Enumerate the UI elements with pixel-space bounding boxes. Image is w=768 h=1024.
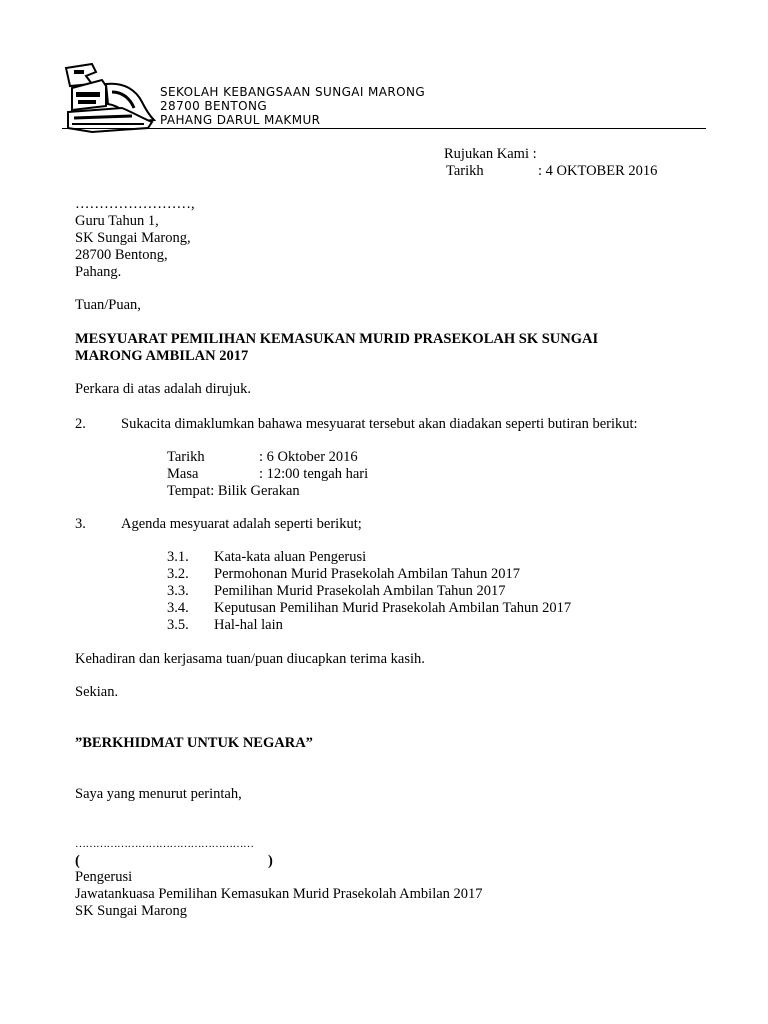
school-state: PAHANG DARUL MAKMUR bbox=[160, 113, 321, 127]
signature-committee: Jawatankuasa Pemilihan Kemasukan Murid Prasekolah Ambilan 2017 bbox=[75, 886, 483, 902]
closing-thanks: Kehadiran dan kerjasama tuan/puan diucapkan terima kasih. bbox=[75, 651, 425, 667]
agenda-item bbox=[167, 549, 366, 566]
reference-date-row bbox=[446, 163, 657, 180]
reference-label: Rujukan Kami : bbox=[444, 146, 537, 162]
recipient-line-3: 28700 Bentong, bbox=[75, 247, 168, 263]
agenda-item-text: Pemilihan Murid Prasekolah Ambilan Tahun 2017 bbox=[214, 583, 506, 599]
motto: ”BERKHIDMAT UNTUK NEGARA” bbox=[75, 735, 313, 751]
para-3-number: 3. bbox=[75, 516, 86, 532]
closing-sekian: Sekian. bbox=[75, 684, 119, 700]
agenda-item-number: 3.1. bbox=[167, 549, 189, 565]
recipient-line-4: Pahang. bbox=[75, 264, 122, 280]
agenda-item bbox=[167, 583, 506, 600]
para-3-text: Agenda mesyuarat adalah seperti berikut; bbox=[121, 516, 362, 532]
agenda-item-text: Permohonan Murid Prasekolah Ambilan Tahun 2017 bbox=[214, 566, 521, 582]
school-logo bbox=[62, 62, 156, 136]
agenda-item-number: 3.4. bbox=[167, 600, 189, 616]
school-name: SEKOLAH KEBANGSAAN SUNGAI MARONG bbox=[160, 85, 426, 99]
recipient-name-placeholder: ……………………, bbox=[75, 196, 195, 212]
signature-dots: …………………………………………… bbox=[75, 838, 254, 850]
para-2-text: Sukacita dimaklumkan bahawa mesyuarat tersebut akan diadakan seperti butiran berikut: bbox=[121, 416, 638, 432]
agenda-item-text: Keputusan Pemilihan Murid Prasekolah Ambilan Tahun 2017 bbox=[214, 600, 572, 616]
meeting-time-label: Masa bbox=[167, 466, 199, 482]
agenda-item-number: 3.2. bbox=[167, 566, 189, 582]
agenda-item-number: 3.3. bbox=[167, 583, 189, 599]
recipient-line-1: Guru Tahun 1, bbox=[75, 213, 159, 229]
signature-close-paren: ) bbox=[268, 853, 273, 869]
meeting-time-value: : 12:00 tengah hari bbox=[259, 466, 369, 482]
meeting-date-value: : 6 Oktober 2016 bbox=[259, 449, 358, 465]
meeting-date-row bbox=[167, 449, 358, 466]
meeting-time-row bbox=[167, 466, 368, 483]
signature-school: SK Sungai Marong bbox=[75, 903, 187, 919]
letterhead-rule bbox=[62, 128, 706, 129]
meeting-venue: Tempat: Bilik Gerakan bbox=[167, 483, 300, 499]
reference-date-label: Tarikh bbox=[446, 163, 484, 179]
agenda-item bbox=[167, 617, 283, 634]
agenda-item-text: Hal-hal lain bbox=[214, 617, 283, 633]
agenda-item-number: 3.5. bbox=[167, 617, 189, 633]
meeting-date-label: Tarikh bbox=[167, 449, 205, 465]
agenda-item-text: Kata-kata aluan Pengerusi bbox=[214, 549, 367, 565]
subject-line-1: MESYUARAT PEMILIHAN KEMASUKAN MURID PRASEKOLAH SK SUNGAI bbox=[75, 331, 599, 347]
agenda-item bbox=[167, 566, 520, 583]
signature-title: Pengerusi bbox=[75, 869, 133, 885]
salutation: Tuan/Puan, bbox=[75, 297, 141, 313]
recipient-line-2: SK Sungai Marong, bbox=[75, 230, 191, 246]
intro-paragraph: Perkara di atas adalah dirujuk. bbox=[75, 381, 251, 397]
school-postcode-town: 28700 BENTONG bbox=[160, 99, 268, 113]
signature-open-paren: ( bbox=[75, 853, 80, 869]
yours-faithfully: Saya yang menurut perintah, bbox=[75, 786, 242, 802]
subject-line-2: MARONG AMBILAN 2017 bbox=[75, 348, 249, 364]
para-2-number: 2. bbox=[75, 416, 86, 432]
reference-date-value: : 4 OKTOBER 2016 bbox=[538, 163, 658, 179]
agenda-item bbox=[167, 600, 571, 617]
